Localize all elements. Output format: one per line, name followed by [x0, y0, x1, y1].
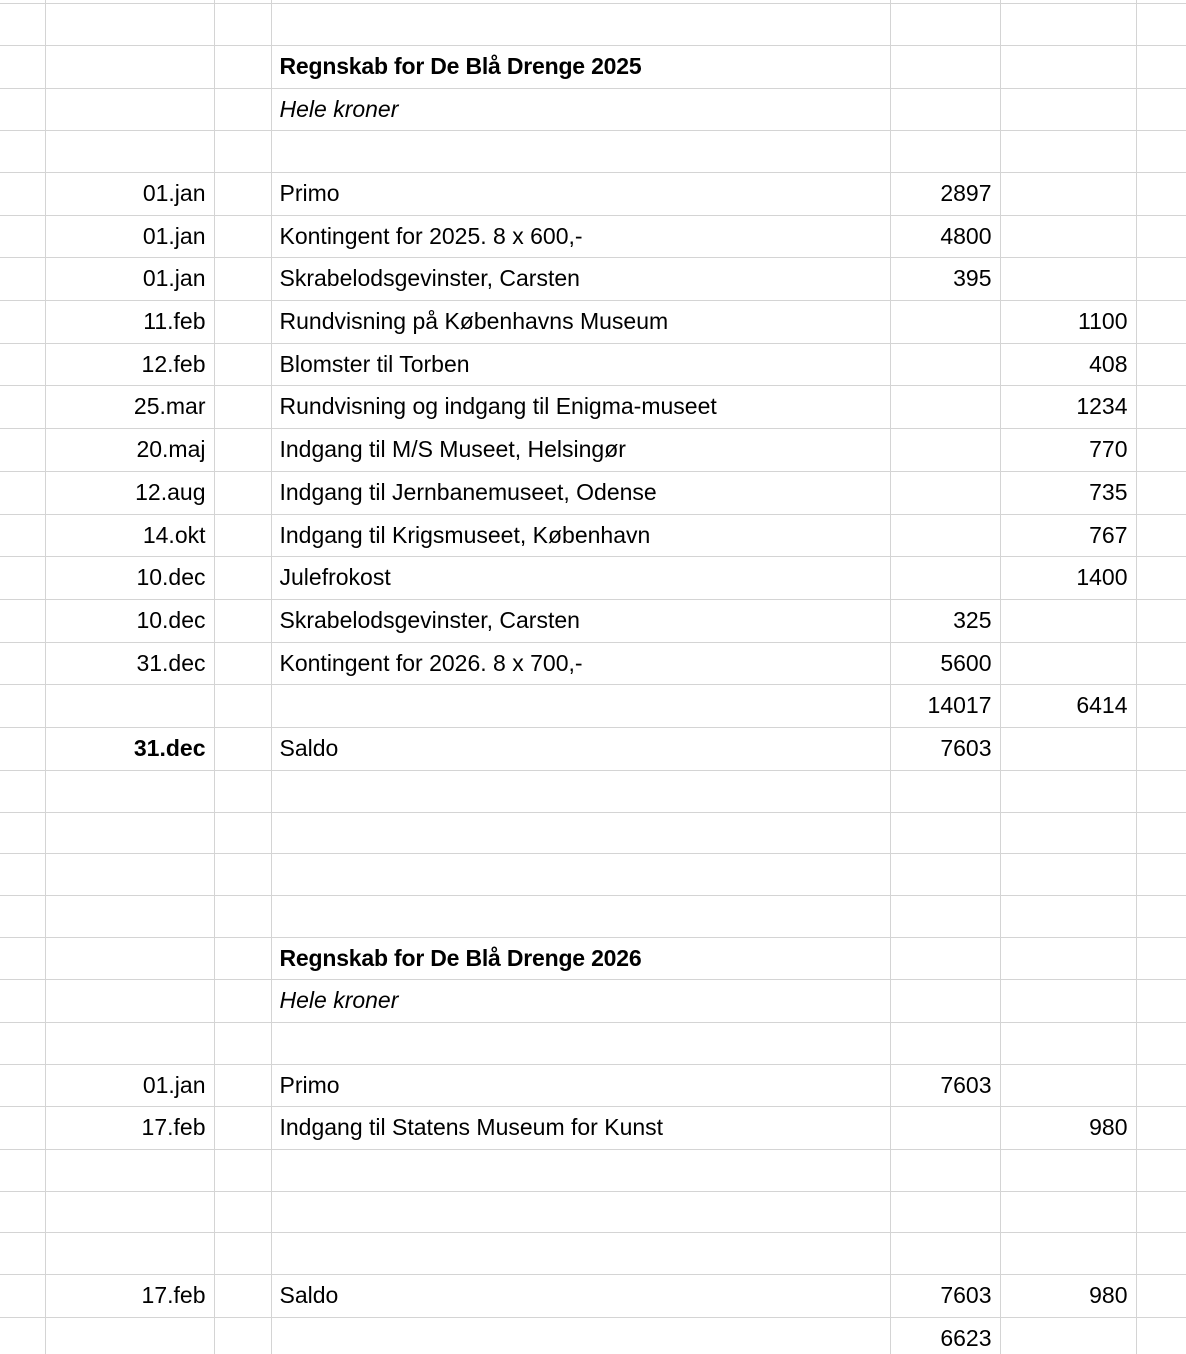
- cell-empty[interactable]: [45, 88, 214, 131]
- ledger-income[interactable]: 395: [890, 258, 1000, 301]
- cell-empty[interactable]: [1136, 343, 1186, 386]
- sheet-row: [0, 131, 1186, 173]
- saldo-row: [0, 1275, 1186, 1318]
- ledger-income[interactable]: [890, 386, 1000, 429]
- ledger-date[interactable]: 12.aug: [45, 471, 214, 514]
- ledger-description[interactable]: Julefrokost: [271, 557, 890, 600]
- ledger-description[interactable]: Indgang til Jernbanemuseet, Odense: [271, 471, 890, 514]
- cell-empty[interactable]: [214, 386, 271, 429]
- cell-empty[interactable]: [1136, 386, 1186, 429]
- ledger-expense[interactable]: [1000, 258, 1136, 301]
- cell-empty[interactable]: [214, 514, 271, 557]
- section-title-2025[interactable]: Regnskab for De Blå Drenge 2025: [271, 45, 890, 88]
- section-subtitle-2025[interactable]: Hele kroner: [271, 88, 890, 131]
- sheet-row: [0, 1150, 1186, 1192]
- cell-empty[interactable]: [45, 770, 214, 812]
- totals-row: [0, 685, 1186, 728]
- sheet-row: [0, 812, 1186, 854]
- cell-empty[interactable]: [214, 1275, 271, 1318]
- cell-empty[interactable]: [214, 1022, 271, 1064]
- ledger-income[interactable]: 7603: [890, 1064, 1000, 1107]
- cell-empty[interactable]: [1000, 1233, 1136, 1275]
- ledger-date[interactable]: 25.mar: [45, 386, 214, 429]
- cell-empty[interactable]: [1136, 131, 1186, 173]
- cell-empty[interactable]: [1000, 1150, 1136, 1192]
- cell-empty[interactable]: [214, 258, 271, 301]
- cell-empty[interactable]: [0, 1275, 45, 1318]
- ledger-date[interactable]: 12.feb: [45, 343, 214, 386]
- cell-empty[interactable]: [271, 812, 890, 854]
- ledger-expense[interactable]: 408: [1000, 343, 1136, 386]
- sheet-row: [0, 1233, 1186, 1275]
- sheet-row: [0, 1022, 1186, 1064]
- totals-income[interactable]: 14017: [890, 685, 1000, 728]
- cell-empty[interactable]: [1136, 88, 1186, 131]
- ledger-income[interactable]: [890, 1107, 1000, 1150]
- cell-empty[interactable]: [214, 215, 271, 258]
- cell-empty[interactable]: [271, 1233, 890, 1275]
- ledger-income[interactable]: 5600: [890, 642, 1000, 685]
- ledger-expense[interactable]: 1400: [1000, 557, 1136, 600]
- cell-empty[interactable]: [1136, 685, 1186, 728]
- cell-empty[interactable]: [0, 895, 45, 937]
- ledger-expense[interactable]: [1000, 172, 1136, 215]
- cell-empty[interactable]: [0, 343, 45, 386]
- ledger-date[interactable]: 11.feb: [45, 301, 214, 344]
- cell-empty[interactable]: [214, 895, 271, 937]
- cell-empty[interactable]: [0, 812, 45, 854]
- cell-empty[interactable]: [1136, 937, 1186, 980]
- cell-empty[interactable]: [0, 642, 45, 685]
- ledger-description[interactable]: Primo: [271, 1064, 890, 1107]
- cell-empty[interactable]: [214, 728, 271, 771]
- ledger-row: [0, 600, 1186, 643]
- sheet-row: [0, 4, 1186, 46]
- ledger-expense[interactable]: 1100: [1000, 301, 1136, 344]
- cell-empty[interactable]: [1136, 1064, 1186, 1107]
- cell-empty[interactable]: [214, 343, 271, 386]
- cell-empty[interactable]: [214, 301, 271, 344]
- ledger-expense[interactable]: 767: [1000, 514, 1136, 557]
- cell-empty[interactable]: [1000, 1022, 1136, 1064]
- cell-empty[interactable]: [890, 1233, 1000, 1275]
- ledger-date[interactable]: 01.jan: [45, 172, 214, 215]
- cell-empty[interactable]: [0, 1233, 45, 1275]
- cell-empty[interactable]: [271, 1191, 890, 1233]
- cell-empty[interactable]: [0, 4, 45, 46]
- cell-empty[interactable]: [1136, 728, 1186, 771]
- cell-empty[interactable]: [1000, 45, 1136, 88]
- cell-empty[interactable]: [214, 1317, 271, 1354]
- cell-empty[interactable]: [1136, 980, 1186, 1023]
- saldo-row: [0, 728, 1186, 771]
- cell-empty[interactable]: [1136, 854, 1186, 896]
- cell-empty[interactable]: [1000, 4, 1136, 46]
- cell-empty[interactable]: [214, 1191, 271, 1233]
- cell-empty[interactable]: [0, 131, 45, 173]
- cell-empty[interactable]: [890, 1150, 1000, 1192]
- ledger-description[interactable]: Indgang til Statens Museum for Kunst: [271, 1107, 890, 1150]
- cell-empty[interactable]: [271, 1150, 890, 1192]
- ledger-expense[interactable]: [1000, 1064, 1136, 1107]
- cell-empty[interactable]: [271, 854, 890, 896]
- totals-date[interactable]: [45, 685, 214, 728]
- cell-empty[interactable]: [1136, 258, 1186, 301]
- cell-empty[interactable]: [0, 1191, 45, 1233]
- ledger-expense[interactable]: 1234: [1000, 386, 1136, 429]
- cell-empty[interactable]: [214, 1233, 271, 1275]
- cell-empty[interactable]: [1136, 514, 1186, 557]
- cell-empty[interactable]: [45, 1022, 214, 1064]
- cell-empty[interactable]: [271, 770, 890, 812]
- cell-empty[interactable]: [214, 131, 271, 173]
- cell-empty[interactable]: [890, 770, 1000, 812]
- ledger-row: [0, 514, 1186, 557]
- cell-empty[interactable]: [45, 131, 214, 173]
- cell-empty[interactable]: [45, 1233, 214, 1275]
- cell-empty[interactable]: [1000, 854, 1136, 896]
- cell-empty[interactable]: [0, 1317, 45, 1354]
- cell-empty[interactable]: [1136, 812, 1186, 854]
- ledger-date[interactable]: 01.jan: [45, 258, 214, 301]
- totals-description[interactable]: [271, 685, 890, 728]
- cell-empty[interactable]: [0, 1107, 45, 1150]
- cell-empty[interactable]: [0, 685, 45, 728]
- ledger-description[interactable]: Skrabelodsgevinster, Carsten: [271, 600, 890, 643]
- cell-empty[interactable]: [1136, 557, 1186, 600]
- ledger-row: [0, 471, 1186, 514]
- cell-empty[interactable]: [890, 937, 1000, 980]
- cell-empty[interactable]: [45, 980, 214, 1023]
- ledger-date[interactable]: 20.maj: [45, 429, 214, 472]
- cell-empty[interactable]: [890, 131, 1000, 173]
- ledger-income[interactable]: 325: [890, 600, 1000, 643]
- saldo-date[interactable]: 31.dec: [45, 728, 214, 771]
- cell-empty[interactable]: [1000, 1317, 1136, 1354]
- cell-empty[interactable]: [1136, 1233, 1186, 1275]
- ledger-description[interactable]: Indgang til Krigsmuseet, København: [271, 514, 890, 557]
- cell-empty[interactable]: [1136, 172, 1186, 215]
- cell-empty[interactable]: [1000, 895, 1136, 937]
- ledger-income[interactable]: [890, 557, 1000, 600]
- cell-empty[interactable]: [890, 1191, 1000, 1233]
- saldo-expense[interactable]: [1000, 728, 1136, 771]
- ledger-date[interactable]: 10.dec: [45, 557, 214, 600]
- sheet-row: [0, 854, 1186, 896]
- saldo-income[interactable]: 7603: [890, 728, 1000, 771]
- cell-empty[interactable]: [214, 980, 271, 1023]
- ledger-income[interactable]: [890, 343, 1000, 386]
- cell-empty[interactable]: [45, 4, 214, 46]
- cell-empty[interactable]: [1000, 980, 1136, 1023]
- ledger-row: [0, 301, 1186, 344]
- cell-empty[interactable]: [45, 895, 214, 937]
- result-amount[interactable]: 6623: [890, 1317, 1000, 1354]
- ledger-income[interactable]: [890, 514, 1000, 557]
- ledger-expense[interactable]: 735: [1000, 471, 1136, 514]
- ledger-date[interactable]: 10.dec: [45, 600, 214, 643]
- cell-empty[interactable]: [890, 1022, 1000, 1064]
- cell-empty[interactable]: [214, 1150, 271, 1192]
- cell-empty[interactable]: [214, 1107, 271, 1150]
- ledger-description[interactable]: Indgang til M/S Museet, Helsingør: [271, 429, 890, 472]
- sheet-row: [0, 1191, 1186, 1233]
- ledger-date[interactable]: 17.feb: [45, 1107, 214, 1150]
- cell-empty[interactable]: [1136, 1317, 1186, 1354]
- cell-empty[interactable]: [45, 1191, 214, 1233]
- saldo-income[interactable]: 7603: [890, 1275, 1000, 1318]
- cell-empty[interactable]: [45, 854, 214, 896]
- ledger-row: [0, 1064, 1186, 1107]
- cell-empty[interactable]: [1136, 895, 1186, 937]
- cell-empty[interactable]: [214, 812, 271, 854]
- cell-empty[interactable]: [1136, 1107, 1186, 1150]
- cell-empty[interactable]: [0, 980, 45, 1023]
- cell-empty[interactable]: [890, 45, 1000, 88]
- ledger-row: [0, 258, 1186, 301]
- ledger-date[interactable]: 01.jan: [45, 215, 214, 258]
- cell-empty[interactable]: [45, 812, 214, 854]
- cell-empty[interactable]: [45, 1150, 214, 1192]
- cell-empty[interactable]: [214, 88, 271, 131]
- cell-empty[interactable]: [271, 895, 890, 937]
- cell-empty[interactable]: [214, 4, 271, 46]
- cell-empty[interactable]: [0, 88, 45, 131]
- ledger-date[interactable]: 31.dec: [45, 642, 214, 685]
- ledger-row: [0, 386, 1186, 429]
- section-title-row: [0, 937, 1186, 980]
- section-title-2026[interactable]: Regnskab for De Blå Drenge 2026: [271, 937, 890, 980]
- cell-empty[interactable]: [0, 258, 45, 301]
- ledger-income[interactable]: [890, 429, 1000, 472]
- cell-empty[interactable]: [0, 728, 45, 771]
- cell-empty[interactable]: [0, 45, 45, 88]
- cell-empty[interactable]: [1136, 1150, 1186, 1192]
- ledger-row: [0, 215, 1186, 258]
- cell-empty[interactable]: [1136, 770, 1186, 812]
- sheet-row: [0, 770, 1186, 812]
- section-subtitle-row: [0, 88, 1186, 131]
- cell-empty[interactable]: [214, 937, 271, 980]
- ledger-income[interactable]: 4800: [890, 215, 1000, 258]
- ledger-description[interactable]: Rundvisning på Københavns Museum: [271, 301, 890, 344]
- cell-empty[interactable]: [0, 937, 45, 980]
- cell-empty[interactable]: [1136, 429, 1186, 472]
- cell-empty[interactable]: [214, 45, 271, 88]
- cell-empty[interactable]: [45, 937, 214, 980]
- cell-empty[interactable]: [45, 45, 214, 88]
- cell-empty[interactable]: [0, 1022, 45, 1064]
- cell-empty[interactable]: [1000, 88, 1136, 131]
- saldo-label[interactable]: Saldo: [271, 728, 890, 771]
- ledger-row: [0, 557, 1186, 600]
- cell-empty[interactable]: [890, 854, 1000, 896]
- ledger-expense[interactable]: [1000, 642, 1136, 685]
- cell-empty[interactable]: [1136, 1275, 1186, 1318]
- cell-empty[interactable]: [1136, 600, 1186, 643]
- cell-empty[interactable]: [271, 4, 890, 46]
- cell-empty[interactable]: [1136, 642, 1186, 685]
- ledger-description[interactable]: Skrabelodsgevinster, Carsten: [271, 258, 890, 301]
- section-subtitle-2026[interactable]: Hele kroner: [271, 980, 890, 1023]
- totals-expense[interactable]: 6414: [1000, 685, 1136, 728]
- ledger-row: [0, 172, 1186, 215]
- cell-empty[interactable]: [271, 1317, 890, 1354]
- cell-empty[interactable]: [890, 812, 1000, 854]
- cell-empty[interactable]: [0, 557, 45, 600]
- ledger-description[interactable]: Blomster til Torben: [271, 343, 890, 386]
- cell-empty[interactable]: [214, 1064, 271, 1107]
- cell-empty[interactable]: [45, 1317, 214, 1354]
- cell-empty[interactable]: [1000, 1191, 1136, 1233]
- cell-empty[interactable]: [214, 600, 271, 643]
- cell-empty[interactable]: [214, 642, 271, 685]
- result-row: [0, 1317, 1186, 1354]
- cell-empty[interactable]: [0, 854, 45, 896]
- cell-empty[interactable]: [214, 471, 271, 514]
- ledger-description[interactable]: Primo: [271, 172, 890, 215]
- cell-empty[interactable]: [214, 854, 271, 896]
- section-subtitle-row: [0, 980, 1186, 1023]
- ledger-row: [0, 343, 1186, 386]
- cell-empty[interactable]: [214, 685, 271, 728]
- ledger-date[interactable]: 01.jan: [45, 1064, 214, 1107]
- section-title-row: [0, 45, 1186, 88]
- cell-empty[interactable]: [0, 1150, 45, 1192]
- ledger-row: [0, 642, 1186, 685]
- cell-empty[interactable]: [1000, 937, 1136, 980]
- ledger-expense[interactable]: 770: [1000, 429, 1136, 472]
- ledger-description[interactable]: Rundvisning og indgang til Enigma-museet: [271, 386, 890, 429]
- cell-empty[interactable]: [0, 770, 45, 812]
- cell-empty[interactable]: [0, 215, 45, 258]
- ledger-expense[interactable]: [1000, 215, 1136, 258]
- ledger-description[interactable]: Kontingent for 2026. 8 x 700,-: [271, 642, 890, 685]
- cell-empty[interactable]: [0, 172, 45, 215]
- cell-empty[interactable]: [1000, 770, 1136, 812]
- cell-empty[interactable]: [0, 386, 45, 429]
- cell-empty[interactable]: [1136, 215, 1186, 258]
- cell-empty[interactable]: [1136, 301, 1186, 344]
- saldo-label[interactable]: Saldo: [271, 1275, 890, 1318]
- ledger-expense[interactable]: [1000, 600, 1136, 643]
- cell-empty[interactable]: [1000, 131, 1136, 173]
- cell-empty[interactable]: [214, 770, 271, 812]
- cell-empty[interactable]: [0, 301, 45, 344]
- cell-empty[interactable]: [1000, 812, 1136, 854]
- ledger-date[interactable]: 14.okt: [45, 514, 214, 557]
- saldo-expense[interactable]: 980: [1000, 1275, 1136, 1318]
- cell-empty[interactable]: [1136, 45, 1186, 88]
- ledger-row: [0, 1107, 1186, 1150]
- cell-empty[interactable]: [1136, 471, 1186, 514]
- ledger-description[interactable]: Kontingent for 2025. 8 x 600,-: [271, 215, 890, 258]
- cell-empty[interactable]: [890, 88, 1000, 131]
- cell-empty[interactable]: [0, 429, 45, 472]
- ledger-income[interactable]: 2897: [890, 172, 1000, 215]
- ledger-expense[interactable]: 980: [1000, 1107, 1136, 1150]
- cell-empty[interactable]: [890, 980, 1000, 1023]
- cell-empty[interactable]: [214, 557, 271, 600]
- sheet-row: [0, 895, 1186, 937]
- cell-empty[interactable]: [0, 600, 45, 643]
- ledger-income[interactable]: [890, 301, 1000, 344]
- cell-empty[interactable]: [271, 1022, 890, 1064]
- cell-empty[interactable]: [0, 1064, 45, 1107]
- cell-empty[interactable]: [0, 471, 45, 514]
- cell-empty[interactable]: [890, 895, 1000, 937]
- cell-empty[interactable]: [1136, 1022, 1186, 1064]
- saldo-date[interactable]: 17.feb: [45, 1275, 214, 1318]
- cell-empty[interactable]: [214, 429, 271, 472]
- cell-empty[interactable]: [271, 131, 890, 173]
- cell-empty[interactable]: [890, 4, 1000, 46]
- cell-empty[interactable]: [214, 172, 271, 215]
- cell-empty[interactable]: [0, 514, 45, 557]
- cell-empty[interactable]: [1136, 4, 1186, 46]
- cell-empty[interactable]: [1136, 1191, 1186, 1233]
- ledger-income[interactable]: [890, 471, 1000, 514]
- ledger-row: [0, 429, 1186, 472]
